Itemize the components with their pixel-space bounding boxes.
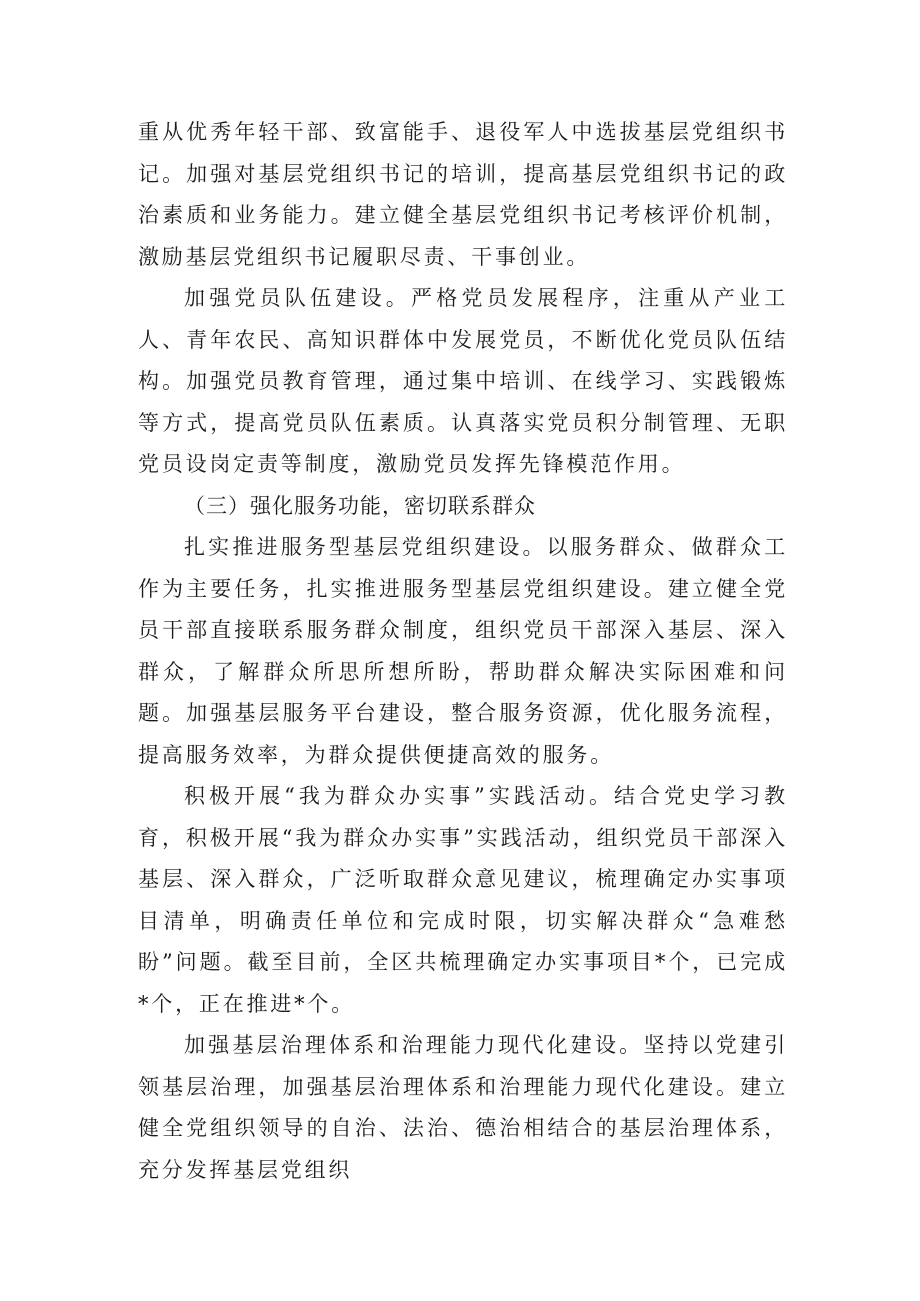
- section-heading: （三）强化服务功能，密切联系群众: [184, 493, 536, 518]
- paragraph-3: 扎实推进服务型基层党组织建设。以服务群众、做群众工作为主要任务，扎实推进服务型基层党组织建设。建立健全党员干部直接联系服务群众制度，组织党员干部深入基层、深入群众，了解群众所思所想所盼，帮助群众解决实际困难和问题。加强基层服务平台建设，整合服务资源，优化服务流程，提高服务效率，为群众提供便捷高效的服务。: [138, 535, 788, 767]
- document-body: [138, 112, 788, 1191]
- paragraph-1: 重从优秀年轻干部、致富能手、退役军人中选拔基层党组织书记。加强对基层党组织书记的培训，提高基层党组织书记的政治素质和业务能力。建立健全基层党组织书记考核评价机制，激励基层党组织书记履职尽责、干事创业。: [138, 120, 788, 269]
- paragraph-5: 加强基层治理体系和治理能力现代化建设。坚持以党建引领基层治理，加强基层治理体系和治理能力现代化建设。建立健全党组织领导的自治、法治、德治相结合的基层治理体系，充分发挥基层党组织: [138, 1033, 788, 1182]
- paragraph-4: 积极开展“我为群众办实事”实践活动。结合党史学习教育，积极开展“我为群众办实事”实践活动，组织党员干部深入基层、深入群众，广泛听取群众意见建议，梳理确定办实事项目清单，明确责任单位和完成时限，切实解决群众“急难愁盼”问题。截至目前，全区共梳理确定办实事项目*个，已完成*个，正在推进*个。: [138, 784, 788, 1016]
- paragraph-2: 加强党员队伍建设。严格党员发展程序，注重从产业工人、青年农民、高知识群体中发展党员，不断优化党员队伍结构。加强党员教育管理，通过集中培训、在线学习、实践锻炼等方式，提高党员队伍素质。认真落实党员积分制管理、无职党员设岗定责等制度，激励党员发挥先锋模范作用。: [138, 286, 788, 476]
